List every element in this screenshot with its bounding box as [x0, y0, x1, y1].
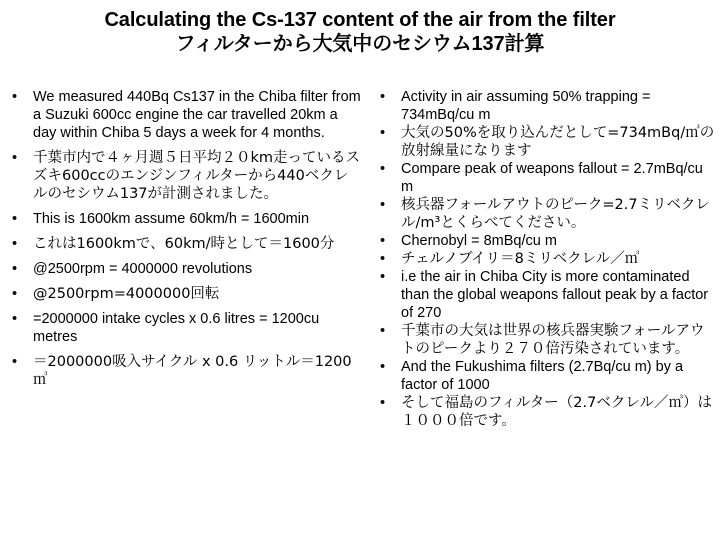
bullet-text: Activity in air assuming 50% trapping = 734mBq/cu m: [401, 89, 651, 123]
bullet-icon: •: [380, 251, 386, 267]
bullet-text: This is 1600km assume 60km/h = 1600min: [33, 211, 310, 227]
bullet-text: これは1600kmで、60km/時として＝1600分: [33, 236, 335, 252]
bullet-icon: •: [380, 233, 386, 249]
bullet-text: =2000000 intake cycles x 0.6 litres = 1200cu metres: [33, 311, 320, 345]
bullet-icon: •: [12, 261, 18, 277]
list-item: [376, 196, 716, 232]
list-item: [376, 250, 716, 268]
list-item: [376, 268, 716, 322]
title-line-english: Calculating the Cs-137 content of the air from the filter: [104, 9, 616, 31]
right-column: [368, 88, 720, 430]
list-item: [376, 232, 716, 250]
list-item: [376, 358, 716, 394]
bullet-icon: •: [12, 286, 18, 302]
bullet-text: Chernobyl = 8mBq/cu m: [401, 233, 557, 249]
list-item: [8, 88, 362, 142]
bullet-text: 大気の50%を取り込んだとして=734mBq/㎥の放射線量になります: [401, 125, 715, 159]
bullet-text: And the Fukushima filters (2.7Bq/cu m) by a factor of 1000: [401, 359, 684, 393]
title-line-japanese: フィルターから大気中のセシウム137計算: [175, 33, 545, 55]
left-column: [0, 88, 368, 396]
list-item: [376, 160, 716, 196]
bullet-icon: •: [380, 269, 386, 285]
bullet-icon: •: [380, 395, 386, 411]
bullet-text: 千葉市内で４ヶ月週５日平均２０km走っているスズキ600ccのエンジンフィルターから440ベクレルのセシウム137が計測されました。: [33, 150, 361, 202]
content-columns: [0, 88, 720, 430]
bullet-icon: •: [380, 197, 386, 213]
list-item: [376, 124, 716, 160]
bullet-text: 核兵器フォールアウトのピーク=2.7ミリベクレ ル/m³とくらべてください。: [401, 197, 710, 231]
bullet-text: i.e the air in Chiba City is more contaminated than the global weapons fallout peak by a factor of 270: [401, 269, 709, 321]
bullet-icon: •: [380, 323, 386, 339]
bullet-text: @2500rpm=4000000回転: [33, 286, 220, 302]
list-item: [8, 210, 362, 228]
list-item: [376, 88, 716, 124]
bullet-text: Compare peak of weapons fallout = 2.7mBq/cu m: [401, 161, 703, 195]
list-item: [8, 260, 362, 278]
bullet-icon: •: [12, 354, 18, 370]
bullet-text: そして福島のフィルター（2.7ベクレル／㎥）は１０００倍です。: [401, 395, 712, 429]
right-bullet-list: [376, 88, 716, 430]
bullet-text: @2500rpm = 4000000 revolutions: [33, 261, 253, 277]
list-item: [8, 285, 362, 303]
list-item: [8, 310, 362, 346]
bullet-icon: •: [12, 211, 18, 227]
bullet-icon: •: [12, 89, 18, 105]
list-item: [8, 235, 362, 253]
list-item: [8, 353, 362, 389]
list-item: [376, 394, 716, 430]
bullet-icon: •: [380, 89, 386, 105]
slide-title: [0, 8, 720, 56]
bullet-icon: •: [12, 311, 18, 327]
bullet-text: We measured 440Bq Cs137 in the Chiba filter from a Suzuki 600cc engine the car travelled 20km a day within Chiba 5 days a week for 4 months.: [33, 89, 361, 141]
bullet-icon: •: [12, 236, 18, 252]
bullet-text: ＝2000000吸入サイクル x 0.6 リットル＝1200㎥: [33, 354, 352, 388]
list-item: [8, 149, 362, 203]
bullet-icon: •: [380, 161, 386, 177]
bullet-icon: •: [380, 125, 386, 141]
list-item: [376, 322, 716, 358]
bullet-text: 千葉市の大気は世界の核兵器実験フォールアウトのピークより２７０倍汚染されています。: [401, 323, 705, 357]
bullet-icon: •: [380, 359, 386, 375]
left-bullet-list: [8, 88, 362, 389]
bullet-text: チェルノブイリ＝8ミリベクレル／㎥: [401, 251, 640, 267]
bullet-icon: •: [12, 150, 18, 166]
